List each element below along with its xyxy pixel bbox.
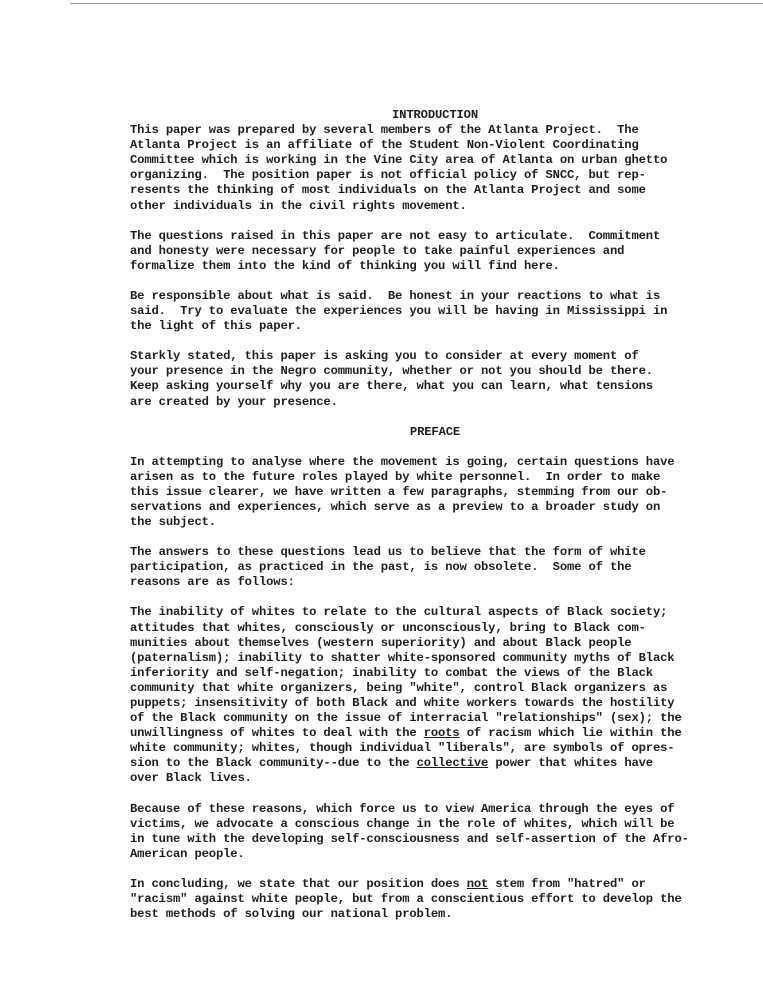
introduction-paragraph-4: Starkly stated, this paper is asking you to consider at every moment of your presence in the Negro community, whether or not you should be there. Keep asking yourself why you are there, what you can learn, what tensions are created by your presence.	[130, 349, 653, 409]
introduction-paragraph-2: The questions raised in this paper are not easy to articulate. Commitment and honesty were necessary for people to take painful experiences and formalize them into the kind of thinking you will find here.	[130, 228, 661, 273]
introduction-heading: INTRODUCTION	[392, 108, 478, 122]
preface-paragraph-2: The answers to these questions lead us to believe that the form of white participation, as practiced in the past, is now obsolete. Some of the reasons are as follows:	[130, 545, 646, 590]
preface-paragraph-3: The inability of whites to relate to the cultural aspects of Black society; attitudes that whites, consciously or unconsciously, bring to Black com- munities about themselves (western superiority) and about Black people (paternalism); inability to shatter white-sponsored community myths of Black inferiority and self-negation; inability to combat the views of the Black community that white organizers, being "white", control Black organizers as puppets; insensitivity of both Black and white workers towards the hostility of the Black community on the issue of interracial "relationships" (sex); the unwillingness of whites to deal with the roots of racism which lie within the white community; whites, though individual "liberals", are symbols of opres- sion to the Black community--due to the collective power that whites have over Black lives.	[130, 605, 682, 786]
underlined-roots: roots	[423, 726, 460, 741]
underlined-collective: collective	[416, 756, 489, 771]
document-page	[130, 108, 720, 937]
preface-paragraph-1: In attempting to analyse where the movement is going, certain questions have arisen as to the future roles played by white personnel. In order to make this issue clearer, we have written a few paragraphs, stemming from our ob- servations and experiences, which serve as a preview to a broader study on the subject.	[130, 454, 675, 530]
preface-paragraph-4: Because of these reasons, which force us to view America through the eyes of victims, we advocate a conscious change in the role of whites, which will be in tune with the developing self-consciousness and self-assertion of the Afro- American people.	[130, 801, 689, 861]
preface-paragraph-5: In concluding, we state that our position does not stem from "hatred" or "racism" against white people, but from a conscientious effort to develop the best methods of solving our national problem.	[130, 876, 682, 922]
underlined-not: not	[466, 876, 489, 891]
introduction-paragraph-1: This paper was prepared by several members of the Atlanta Project. The Atlanta Project is an affiliate of the Student Non-Violent Coordinating Committee which is working in the Vine City area of Atlanta on urban ghetto organizing. The position paper is not official policy of SNCC, but rep- resents the thinking of most individuals on the Atlanta Project and some other individuals in the civil rights movement.	[130, 123, 668, 213]
introduction-paragraph-3: Be responsible about what is said. Be honest in your reactions to what is said. Try to evaluate the experiences you will be having in Mississippi in the light of this paper.	[130, 288, 668, 334]
preface-heading: PREFACE	[409, 424, 461, 439]
page-top-rule	[70, 3, 763, 4]
